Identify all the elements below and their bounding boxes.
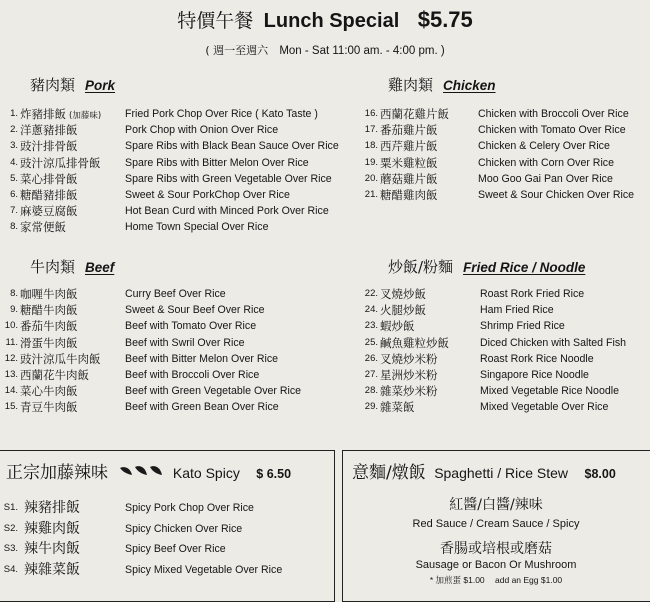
kato-title-zh: 正宗加藤辣味 <box>6 463 108 483</box>
item-name-chinese <box>380 367 438 383</box>
item-name-chinese-text: 青豆牛肉飯 <box>20 400 78 415</box>
item-name-english: Hot Bean Curd with Minced Pork Over Rice <box>125 205 329 218</box>
meat-options-zh <box>342 538 650 558</box>
item-name-chinese <box>380 155 438 171</box>
menu-item <box>0 560 330 581</box>
meat-options-en: Sausage or Bacon Or Mushroom <box>415 559 577 571</box>
item-name-chinese-text: 番茄雞片飯 <box>380 123 438 138</box>
item-number: 11. <box>5 336 18 348</box>
addon-zh: * 加煎蛋 $1.00 <box>429 575 485 585</box>
pork-title-en: Pork <box>85 78 116 93</box>
kato-spicy-title <box>6 458 291 483</box>
item-name-chinese-text: 菜心排骨飯 <box>20 171 78 186</box>
item-name-english: Beef with Tomato Over Rice <box>125 320 257 333</box>
item-number: 3. <box>10 140 18 152</box>
menu-item <box>0 122 355 138</box>
item-name-english: Spare Ribs with Bitter Melon Over Rice <box>125 156 309 169</box>
item-number: 28. <box>364 385 378 397</box>
item-name-chinese-text: 糖醋雞肉飯 <box>380 187 438 202</box>
item-name-chinese <box>20 138 78 154</box>
section-fried-title <box>388 256 585 277</box>
item-name-chinese-text: 糖醋豬排飯 <box>20 187 78 202</box>
item-name-chinese <box>380 171 438 187</box>
spaghetti-title-en: Spaghetti / Rice Stew <box>434 465 569 481</box>
title-price: $5.75 <box>417 7 473 32</box>
item-name-english: Spare Ribs with Black Bean Sauce Over Rice <box>125 140 339 153</box>
menu-item <box>0 399 355 415</box>
item-name-english: Mixed Vegetable Over Rice <box>480 401 609 414</box>
menu-item <box>0 383 355 399</box>
pork-list <box>0 106 355 236</box>
item-name-chinese <box>20 351 101 367</box>
item-name-chinese <box>20 171 78 187</box>
menu-item <box>0 106 355 122</box>
item-name-chinese-text: 糖醋牛肉飯 <box>20 303 78 318</box>
item-number: S3. <box>3 543 18 554</box>
item-name-english: Beef with Bitter Melon Over Rice <box>125 352 279 365</box>
item-name-chinese-text: 辣雜菜飯 <box>24 561 80 578</box>
spaghetti-title-zh: 意麵/燉飯 <box>352 463 426 483</box>
item-number: 14. <box>4 385 18 397</box>
item-name-chinese-text: 炸豬排飯 <box>20 107 66 121</box>
item-number: 19. <box>364 156 378 168</box>
menu-item <box>360 351 650 367</box>
item-name-chinese-text: 麻婆豆腐飯 <box>20 204 78 219</box>
item-number: 16. <box>364 108 378 119</box>
item-name-chinese-text: 西芹雞片飯 <box>380 139 438 154</box>
item-name-chinese <box>380 122 438 138</box>
item-name-chinese <box>20 335 78 351</box>
item-name-chinese-text: 粟米雞粒飯 <box>380 155 438 170</box>
item-name-chinese <box>380 106 449 122</box>
title-chinese: 特價午餐 <box>177 10 254 32</box>
item-name-english: Spicy Pork Chop Over Rice <box>125 502 254 514</box>
chicken-title-en: Chicken <box>443 78 496 93</box>
item-name-english: Moo Goo Gai Pan Over Rice <box>478 172 613 185</box>
item-number: S4. <box>3 563 18 575</box>
kato-list <box>0 498 330 580</box>
item-name-chinese-text: 蝦炒飯 <box>380 319 415 334</box>
menu-item <box>360 399 650 415</box>
sauce-options-zh <box>342 494 650 514</box>
item-note: (加藤味) <box>69 111 102 121</box>
fried-title-zh: 炒飯/粉麵 <box>388 258 454 276</box>
item-number: 22. <box>364 288 378 299</box>
item-number: 5. <box>10 172 18 184</box>
item-name-english: Beef with Green Vegetable Over Rice <box>125 385 302 398</box>
item-name-english: Mixed Vegetable Rice Noodle <box>480 385 619 398</box>
menu-item <box>360 318 650 334</box>
menu-item <box>360 138 650 154</box>
item-name-chinese <box>380 302 426 318</box>
item-name-english: Spicy Chicken Over Rice <box>125 522 243 535</box>
item-name-english: Home Town Special Over Rice <box>125 221 269 234</box>
section-pork-title <box>30 74 115 95</box>
item-number: 2. <box>10 124 18 136</box>
item-number: 26. <box>364 352 378 364</box>
item-number: 4. <box>10 156 18 168</box>
item-name-chinese-text: 番茄牛肉飯 <box>20 319 78 334</box>
section-chicken-title <box>388 74 496 95</box>
item-name-chinese-text: 蘑菇雞片飯 <box>380 171 438 186</box>
item-name-english: Beef with Broccoli Over Rice <box>125 368 260 381</box>
item-name-chinese-text: 雜菜飯 <box>380 400 415 415</box>
item-name-chinese <box>380 335 449 351</box>
hours-chinese: ( 週一至週六 <box>205 44 269 57</box>
item-number: 9. <box>10 304 18 316</box>
chicken-list <box>360 106 650 203</box>
menu-item <box>0 203 355 219</box>
menu-item <box>0 187 355 203</box>
hours-line <box>0 42 650 58</box>
item-name-english: Chicken with Broccoli Over Rice <box>478 108 629 120</box>
fried-list <box>360 286 650 416</box>
item-number: 25. <box>364 336 378 348</box>
pork-title-zh: 豬肉類 <box>30 76 76 94</box>
title-english: Lunch Special <box>263 10 400 32</box>
menu-item <box>0 367 355 383</box>
menu-item <box>360 155 650 171</box>
fried-title-en: Fried Rice / Noodle <box>463 260 586 275</box>
item-number: S1. <box>3 502 18 513</box>
item-name-english: Sweet & Sour PorkChop Over Rice <box>125 188 290 201</box>
menu-item <box>360 106 650 122</box>
item-name-english: Singapore Rice Noodle <box>480 368 589 381</box>
item-name-english: Sweet & Sour Beef Over Rice <box>125 304 265 317</box>
item-number: 21. <box>364 188 378 200</box>
menu-item <box>360 367 650 383</box>
item-number: 24. <box>364 304 378 316</box>
item-name-chinese-text: 菜心牛肉飯 <box>20 384 78 399</box>
menu-item <box>0 519 330 540</box>
item-number: 1. <box>10 108 18 119</box>
item-name-chinese <box>20 203 78 219</box>
item-number: 10. <box>4 320 18 332</box>
menu-item <box>0 335 355 351</box>
item-name-chinese <box>380 318 415 334</box>
item-name-chinese-text: 洋蔥豬排飯 <box>20 123 78 138</box>
menu-item <box>360 302 650 318</box>
hours-english: Mon - Sat 11:00 am. - 4:00 pm. ) <box>279 45 445 57</box>
item-name-chinese-text: 火腿炒飯 <box>380 303 426 318</box>
menu-item <box>0 498 330 519</box>
section-beef-title <box>30 256 114 277</box>
item-name-chinese-text: 豉汁涼瓜牛肉飯 <box>20 351 101 366</box>
item-name-chinese-text: 豉汁排骨飯 <box>20 139 78 154</box>
item-name-english: Beef with Green Bean Over Rice <box>125 401 279 414</box>
item-name-chinese <box>20 155 101 171</box>
beef-title-en: Beef <box>85 260 115 275</box>
menu-item <box>0 539 330 560</box>
beef-title-zh: 牛肉類 <box>30 258 76 276</box>
item-name-chinese <box>20 383 78 399</box>
item-name-english: Spare Ribs with Green Vegetable Over Rice <box>125 172 332 185</box>
item-name-english: Pork Chop with Onion Over Rice <box>125 124 279 137</box>
menu-item <box>360 383 650 399</box>
item-name-chinese <box>20 399 78 415</box>
item-number: 27. <box>364 368 378 380</box>
menu-item <box>0 155 355 171</box>
chili-pepper-icon <box>118 464 164 483</box>
item-number: 8. <box>10 288 18 299</box>
spaghetti-title <box>352 458 616 483</box>
item-name-chinese <box>24 498 80 519</box>
item-name-english: Roast Rork Fried Rice <box>480 288 585 300</box>
item-number: 13. <box>4 368 18 380</box>
item-name-english: Fried Pork Chop Over Rice ( Kato Taste ) <box>125 108 318 120</box>
item-number: S2. <box>3 522 18 534</box>
menu-item <box>0 219 355 235</box>
item-name-chinese-text: 辣豬排飯 <box>24 500 80 516</box>
item-name-chinese <box>380 138 438 154</box>
menu-item <box>360 122 650 138</box>
item-name-chinese-text: 辣雞肉飯 <box>24 520 80 537</box>
item-name-english: Spicy Mixed Vegetable Over Rice <box>125 563 283 576</box>
addon-en: add an Egg $1.00 <box>495 575 563 585</box>
addon-line <box>342 574 650 586</box>
item-name-english: Sweet & Sour Chicken Over Rice <box>478 188 635 201</box>
item-name-chinese <box>24 560 80 581</box>
item-name-chinese-text: 鹹魚雞粒炒飯 <box>380 335 449 350</box>
spaghetti-price: $8.00 <box>584 467 616 481</box>
item-number: 18. <box>364 140 378 152</box>
item-name-chinese-text: 雜菜炒米粉 <box>380 384 438 399</box>
sauces-zh: 紅醬/白醬/辣味 <box>449 497 543 513</box>
item-name-english: Beef with Swril Over Rice <box>125 336 245 349</box>
menu-title <box>0 6 650 33</box>
item-name-english: Chicken & Celery Over Rice <box>478 140 610 153</box>
item-name-english: Chicken with Corn Over Rice <box>478 156 614 169</box>
menu-item <box>360 171 650 187</box>
menu-item <box>0 138 355 154</box>
item-name-chinese <box>20 219 66 235</box>
item-name-chinese-text: 家常便飯 <box>20 220 66 235</box>
item-name-chinese <box>20 367 89 383</box>
item-name-chinese <box>380 286 426 302</box>
item-name-chinese <box>380 187 438 203</box>
chicken-title-zh: 雞肉類 <box>388 76 434 94</box>
item-name-chinese-text: 叉燒炒米粉 <box>380 351 438 366</box>
item-name-chinese <box>20 302 78 318</box>
kato-price: $ 6.50 <box>256 467 292 481</box>
item-number: 8. <box>10 221 18 233</box>
item-name-chinese-text: 豉汁涼瓜排骨飯 <box>20 155 101 170</box>
item-number: 17. <box>364 124 378 136</box>
item-number: 15. <box>4 401 18 413</box>
menu-item <box>0 171 355 187</box>
item-name-chinese-text: 西蘭花牛肉飯 <box>20 367 89 382</box>
item-name-chinese-text: 叉燒炒飯 <box>380 287 426 301</box>
item-number: 20. <box>364 172 378 184</box>
item-name-english: Shrimp Fried Rice <box>480 320 565 333</box>
meat-zh: 香腸或培根或磨菇 <box>440 541 552 557</box>
item-name-chinese-text: 西蘭花雞片飯 <box>380 107 449 121</box>
item-name-chinese <box>20 122 78 138</box>
menu-item <box>360 335 650 351</box>
item-name-chinese-text: 滑蛋牛肉飯 <box>20 335 78 350</box>
item-name-english: Chicken with Tomato Over Rice <box>478 124 626 137</box>
item-name-chinese <box>380 351 438 367</box>
item-number: 7. <box>10 205 18 217</box>
item-name-chinese <box>24 519 80 540</box>
menu-item <box>360 187 650 203</box>
item-name-chinese <box>24 539 80 560</box>
item-number: 12. <box>4 352 18 364</box>
item-name-chinese <box>380 399 415 415</box>
beef-list <box>0 286 355 416</box>
item-name-chinese <box>20 187 78 203</box>
sauce-options-en: Red Sauce / Cream Sauce / Spicy <box>412 518 580 530</box>
menu-item <box>0 286 355 302</box>
item-name-english: Curry Beef Over Rice <box>125 288 226 300</box>
menu-item <box>0 351 355 367</box>
item-name-chinese <box>380 383 438 399</box>
menu-item <box>360 286 650 302</box>
item-name-chinese-text: 辣牛肉飯 <box>24 541 80 557</box>
kato-title-en: Kato Spicy <box>172 465 240 481</box>
item-name-english: Roast Rork Rice Noodle <box>480 352 594 365</box>
item-name-chinese <box>20 286 78 302</box>
item-name-chinese-text: 咖喱牛肉飯 <box>20 287 78 301</box>
item-number: 23. <box>364 320 378 332</box>
menu-item <box>0 318 355 334</box>
item-name-english: Ham Fried Rice <box>480 304 554 317</box>
item-name-english: Diced Chicken with Salted Fish <box>480 336 627 349</box>
item-name-chinese <box>20 318 78 334</box>
item-name-chinese-text: 星洲炒米粉 <box>380 367 438 382</box>
item-number: 29. <box>364 401 378 413</box>
item-name-english: Spicy Beef Over Rice <box>125 543 226 555</box>
item-number: 6. <box>10 188 18 200</box>
menu-item <box>0 302 355 318</box>
